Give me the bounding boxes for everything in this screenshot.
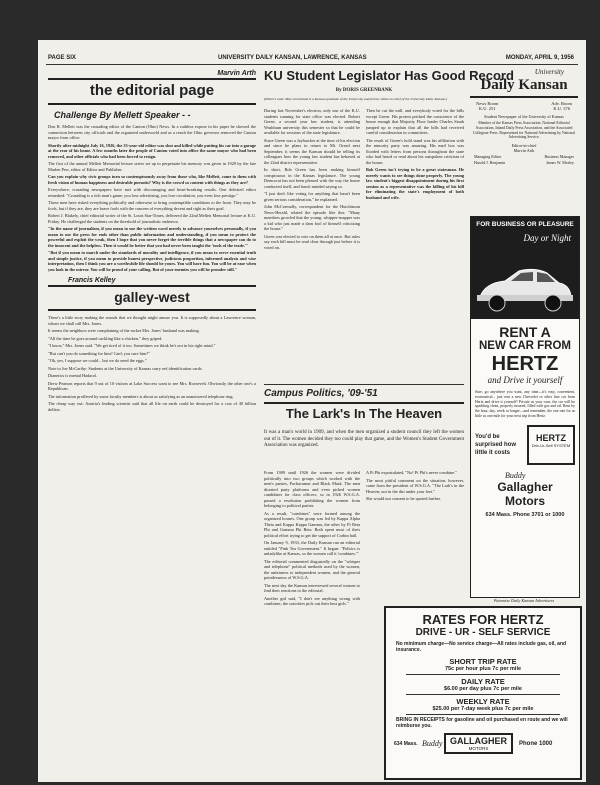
rates-buddy: Buddy [422,739,443,748]
paragraph: The first of the annual Mellett Memorial lecture series set up to perpetuate his memory was given in 1929 by the late Marlen Pew, editor of Editor and Publisher. [48,161,256,172]
daily-rate-title: DAILY RATE [461,677,505,686]
paragraph: During last November's election, only one of the K.U. students running for state office was elected. Robert Green, a second year law student, is attending Washburn university this semester so that he could be available for sessions of the state legislature. [264,108,360,135]
paragraph: "Oh, yes, I suppose we could... but we do need the eggs." [48,358,147,363]
paragraph: On January 9, 1933, the Daily Kansan ran an editorial entitled "Pink Tea Government." It began: "Politics is unladylike at Kansas, so the women call it 'combines.'" [264,540,360,556]
paragraph: Another girl said, "I don't see anything wrong with combines; the sororities pick out their best girls." [264,595,360,606]
rates-subtitle: DRIVE - UR - SELF SERVICE [415,627,551,638]
paragraph: Bob Green isn't trying to be a great statesman. He merely wants to see things done properly. The young law student's biggest disappointment during his first session as a representative was the killing of his bill for eliminating the state's employment of both husband and wife. [366,167,464,200]
rates-note: No minimum charge—No service charge—All rates include gas, oil, and insurance. [396,641,567,653]
ad-gallagher: Gallagher [497,479,553,494]
paragraph: Note to Joe McCarthy: Students at the University of Kansas carry red identification cards. [48,365,203,371]
hertz-rent-ad [470,216,580,598]
hertz-sign-icon [527,425,575,465]
masthead-member-line: Student Newspaper of the University of Kansas [484,114,564,119]
section-bar [48,103,256,105]
rates-phone: Phone 1000 [519,740,553,747]
paragraph: "In the name of journalism, if you mean to use the written word merely to advance yourselves personally, if you mean to use the press for ends other than public information and understanding, if you mean to protect the powerful and exploit the weak, then I hope that you never forget the terrible things that a newspaper can do to the innocent and the helpless. Then it would be better that you had never been taught the 'tools of the trade.'" [48,226,256,248]
masthead-rule [470,96,578,98]
short-trip-title: SHORT TRIP RATE [449,657,517,666]
weekly-rate-value: $25.00 per 7-day week plus 7c per mile [432,706,534,712]
paragraph: She would not consent to be quoted further. [366,496,441,501]
lark-headline-box [264,406,464,426]
editorial-section-title: the editorial page [89,82,215,99]
paragraph: In short, Bob Green has been making himself conspicuous in the Kansas legislature. The young Democrat has not been pleased with the way the house conducted itself, and hasn't minded saying so. [264,167,360,189]
rates-title: RATES FOR HERTZ [422,612,544,627]
column-section-title: galley-west [114,289,190,305]
column-author: Francis Kelley [68,277,116,284]
paragraph: The next day the Kansan interviewed several women to find their reactions to the editorial. [264,582,360,593]
paragraph: Can you explain why civic groups turn so contemptuously away from those who, like Mellett, come to them with fresh vision of human happiness and desirable pursuits? Why is the crowd so content with things as they are? [48,174,256,185]
section-bar [48,309,256,311]
paragraph: Everywhere, crusading newspapers have met with discouraging and heart-breaking results. One defeated editor remarked: "Crusading is a rich man's game; you lose advertising, you lose circulation, you even lose prestige." [48,187,256,198]
news-room-label: News Room [476,101,499,106]
story-byline-box [264,88,464,96]
ad-motors: Motors [505,493,545,508]
masthead-top: University [534,68,564,76]
paragraph: From 1909 until 1926 the women were divided politically into two groups which worked with the men's parties, Pachacamac and Black Mask. The men dictated party platforms and even picked women candidates for class officers, so in 1926 W.S.G.A. passed a resolution prohibiting the women from belonging to political parties. [264,470,360,508]
editor-label: Editor-in-chief [511,143,537,149]
editor-note-box [264,97,464,107]
paragraph: It seems the neighbors were complaining of the racket Mrs. Jones' husband was making. [48,328,200,333]
editor-name: Marvin Arth [513,148,535,154]
masthead-text: Member of the Kansas Press Association, National Editorial Association, Inland Daily Press Association, and the Associated Collegiate Press. Represented for National Advertising by National Advertising Service. [472,121,576,140]
paragraph: The editorial commented disgustedly on the "whisper and telephone" political methods used by the women, the unfairness to independent women, and the general pointlessness of W.S.G.A. [264,558,360,580]
editor-note: (Editor's note: Miss Greenbank is a Kansan graduate of the University and former editor-in-chief of the University Daily Kansan.) [264,97,448,101]
campus-politics-title: Campus Politics, '09-'51 [264,388,378,399]
ad-illustration [471,217,579,319]
editorial-author: Marvin Arth [217,70,256,77]
car-illustration-icon [475,257,575,315]
paragraph: The result of Green's bold stand was his affiliation with the minority party was amazing. His mail box was flooded with letters from persons throughout the state who had heard or read about his outspoken criticism of the house. [366,137,464,165]
paragraph: Shortly after midnight July 16, 1926, the 33-year-old editor was shot and killed while putting his car into a garage at the rear of his home. A few months later the people of Canton voted into office the same mayor who had been removed, and other officials who had been forced to resign. [48,142,256,159]
ad-address: 634 Mass. Phone 3701 or 1000 [485,511,565,518]
weekly-rate-title: WEEKLY RATE [456,697,510,706]
managing-editor-label: Managing Editor [474,154,502,160]
business-manager-name: James W. Morley [546,160,574,166]
hertz-sign-text: HERTZ [535,432,566,443]
story-column-1 [264,108,360,378]
paragraph: Since Green was a Jayhawker at the time of his election and since he plans to return to Mt. Oread next September, it seems the Kansan should be telling its colleagues how the young law student has behaved at the 22nd district representative. [264,137,360,165]
issue-date: MONDAY, APRIL 9, 1956 [505,55,574,61]
section-title-box [264,388,464,402]
patronize-line: Patronize Daily Kansan Advertisers [493,598,555,603]
story-column-2 [366,108,464,378]
paragraph: "But if you mean to march under the standards of morality and intelligence, if you mean to serve essential truth and simple justice, if you mean to provide honest perspective, judicious proportion, informed analysis and wise interpretation, then I think you are a worthwhile life should be yours. You will have fun. You will be at ease when you look in the mirror. You will be proud of your calling. But of your enemies you will be prouder still." [48,250,256,272]
paragraph: "I just don't like voting for anything that hasn't been given serious consideration," he explained. [264,191,360,202]
masthead-title: Daily Kansan [480,77,568,93]
news-room-phone: K.U. 251 [478,106,496,111]
page-number: PAGE SIX [48,55,76,61]
paragraph: Don R. Mellett was the crusading editor of the Canton (Ohio) News. In a ruthless expose in his paper he showed the connection between city officials and the organized underworld and as a result the Ohio governor removed the Canton mayor from office. [48,124,256,140]
paragraph: Dianetics is mental Hadacol. [48,373,98,378]
paragraph: A Pi Phi expostulated, "No! Pi Phi's never combine." [366,470,457,475]
paragraph: The cheap way out: Austria's leading scientist said that all life on earth could be destroyed for a cost of 40 billion dollars. [48,401,256,412]
rates-logo: GALLAGHER [450,736,507,746]
section-bar [48,78,256,80]
adv-room-phone: K.U. 376 [553,106,570,111]
ad-top-line: FOR BUSINESS OR PLEASURE [476,221,574,228]
ad-rent-line: RENT A [499,324,551,340]
paragraph: "I know," Mrs. Jones said. "We get tired of it too. Sometimes we think he's not in his right mind." [48,343,216,348]
paragraph: As a result, "combines" were formed among the organized houses. One group was led by Kappa Alpha Theta and Kappa Kappa Gamma, the other by Pi Beta Phi and Gamma Phi Beta. Both spent most of their political effort trying to get the support of Corbin hall. [264,510,360,538]
adv-room-label: Adv. Room [551,101,572,106]
paragraph: There's a little story making the rounds that we thought might amuse you. It is supposedly about a Lawrence woman, whom we shall call Mrs. Jones. [48,315,256,326]
rates-divider [406,674,560,675]
lark-column-2 [366,470,464,550]
paragraph: It was a man's world in 1909, and when the men organized a student council they left the women out of it. The women decided they too could play that game, and the Women's Student Government Association was organized. [264,430,464,448]
paragraph: Green was elected to vote on them all at once. But rules say each bill must be read clear through just before it is voted on. [264,233,360,250]
ad-drive-line: and Drive it yourself [487,375,563,385]
receipts-note: BRING IN RECEIPTS for gasoline and oil purchased en route and we will reimburse you. [396,717,568,729]
section-bar [48,285,256,287]
lark-intro-box [264,430,464,468]
newspaper-page [38,40,586,782]
rates-divider [406,714,560,715]
ad-surprised: You'd be surprised how little it costs [475,433,517,456]
lark-headline: The Lark's In The Heaven [285,406,443,421]
paragraph: The information proffered by some faculty members is about as satisfying as an unanswered telephone ring. [48,393,234,399]
paper-name: UNIVERSITY DAILY KANSAN, LAWRENCE, KANSAS [218,55,367,61]
paragraph: "All the time he goes around cackling like a chicken," they griped. [48,335,163,341]
rates-address: 634 Mass. [394,740,418,747]
paragraph: Drew Pearson reports that 9 out of 10 visitors at Lake Success want to see Mrs. Roosevelt. Obviously the other one's a Republican. [48,380,256,391]
editorial-headline: Challenge By Mellett Speaker - - [54,110,191,120]
managing-editor-name: Harold J. Benjamin [474,160,506,166]
story-headline: KU Student Legislator Has Good Record [264,68,514,83]
ad-buddy: Buddy [505,470,526,480]
story-headline-box [264,68,514,88]
ad-hertz-line: HERTZ [491,353,559,375]
story-divider [264,384,464,385]
ad-small-print: Sure, go anywhere you want, any time—it's easy, convenient, economical... just rent a new Chevrolet or other fine car from Hertz and drive it yourself! Private as your own, the car will be sparkling clean, properly insured, filled with gas and oil. Rent by the hour, day, week or longer—and remember, the one rate for as little as one mile for your next trip from Hertz. [475,390,575,418]
header-rule [46,64,578,65]
ad-newcar-line: NEW CAR FROM [479,340,571,352]
paragraph: Then he cut the mill, and everybody voted for the bills except Green. His protest pricked the conscience of the house enough that Majority Floor leader Charles Staub jumped up to explain that all the bills had received careful consideration in committees. [366,108,464,135]
business-manager-label: Business Manager [544,154,574,160]
rates-logo-sub: MOTORS [468,746,489,751]
paragraph: "But can't you do something for him? Can't you cure him?" [48,350,150,356]
gallagher-logo-icon [444,733,513,754]
daily-rate-value: $6.00 per day plus 7c per mile [444,686,522,692]
paragraph: The most pitiful comment on the situation, however, came from the president of W.S.G.A. "The Lark's in the Heaven; not in the dirt under your feet." [366,477,464,494]
lark-column-1 [264,470,360,780]
short-trip-value: 75c per hour plus 7c per mile [444,666,522,672]
masthead [470,68,578,208]
paragraph: Those men have risked everything politically and otherwise to bring contemptible conditions to the front. They may be fools, but if they are, they are brave fools with the concern of everything decent and right as their goal. [48,200,256,211]
editorial-column [48,68,256,780]
paragraph: Robert J. Blakely, chief editorial writer of the St. Louis Star-Times, delivered the 22nd Mellett Memorial lecture at K.U. Friday. He challenged the students on the threshold of journalistic endeavor. [48,213,256,224]
rates-divider [406,694,560,695]
hertz-rates-ad [384,606,582,780]
paragraph: John McCormally, correspondent for the Hutchinson News-Herald, related the episode like this: "Many members growled that the young, whipper-snapper was a kid who just made a darn fool of himself criticizing the house." [264,204,360,231]
section-bar [264,402,464,404]
hertz-sign-subtext: Driv-Ur-Self SYSTEM [531,442,571,448]
ad-script: Day or Night [523,233,571,243]
story-byline: By DORIS GREENBANK [335,88,393,93]
